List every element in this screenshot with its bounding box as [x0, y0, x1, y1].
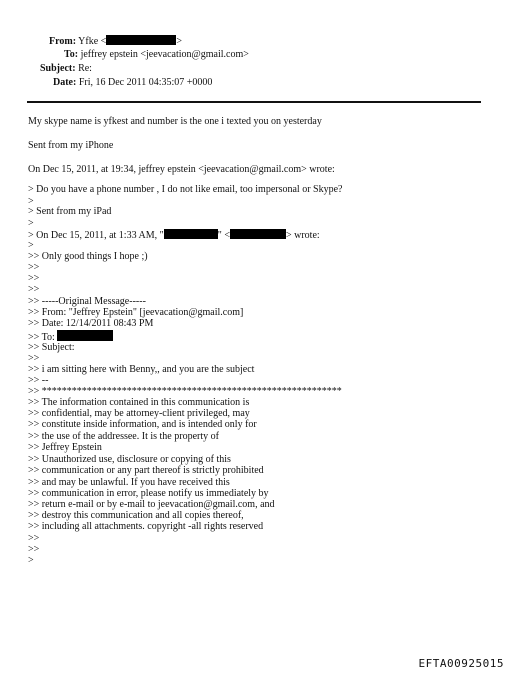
body-line: > — [28, 196, 34, 207]
quote-suffix: > wrote: — [285, 230, 320, 241]
body-line: >> destroy this communication and all copies thereof, — [28, 510, 244, 521]
body-line: > Do you have a phone number , I do not like email, too impersonal or Skype? — [28, 184, 343, 195]
redaction-box — [57, 330, 113, 341]
body-line: >> -- — [28, 375, 49, 386]
date-value: Fri, 16 Dec 2011 04:35:07 +0000 — [78, 77, 213, 88]
body-line: >> — [28, 533, 40, 544]
body-line: >> — [28, 544, 40, 555]
redaction-box — [230, 229, 286, 239]
body-line: > — [28, 555, 34, 566]
from-value: Yfke < — [78, 36, 107, 47]
body-line: >> — [28, 353, 40, 364]
body-line: >> Only good things I hope ;) — [28, 251, 148, 262]
body-line: > Sent from my iPad — [28, 206, 112, 217]
body-line: >> return e-mail or by e-mail to jeevacation@gmail.com, and — [28, 499, 275, 510]
to-value: jeffrey epstein <jeevacation@gmail.com> — [80, 49, 249, 60]
body-line: >> Jeffrey Epstein — [28, 442, 102, 453]
body-line: >> ************************************************************ — [28, 386, 342, 397]
body-line: >> the use of the addressee. It is the property of — [28, 431, 219, 442]
body-line: >> — [28, 273, 40, 284]
body-line: >> confidential, may be attorney-client privileged, may — [28, 408, 250, 419]
body-line: >> From: "Jeffrey Epstein" [jeevacation@gmail.com] — [28, 307, 244, 318]
body-line: On Dec 15, 2011, at 19:34, jeffrey epstein <jeevacation@gmail.com> wrote: — [28, 164, 335, 175]
body-line: >> — [28, 284, 40, 295]
from-value-end: > — [176, 36, 182, 47]
body-line: >> Unauthorized use, disclosure or copying of this — [28, 454, 231, 465]
body-line: >> — [28, 262, 40, 273]
quote-prefix: > On Dec 15, 2011, at 1:33 AM, " — [28, 230, 164, 241]
to-prefix: >> To: — [28, 332, 55, 343]
body-line: >> Subject: — [28, 342, 75, 353]
body-line: Sent from my iPhone — [28, 140, 114, 151]
body-line-quoted-header — [28, 229, 320, 242]
body-line: >> and may be unlawful. If you have received this — [28, 477, 230, 488]
redaction-box — [106, 35, 176, 45]
subject-row — [40, 63, 92, 75]
subject-label: Subject: — [40, 63, 76, 74]
document-id: EFTA00925015 — [418, 657, 504, 670]
body-line: >> -----Original Message----- — [28, 296, 146, 307]
body-line: >> constitute inside information, and is intended only for — [28, 419, 257, 430]
body-line: > — [28, 240, 34, 251]
date-label: Date: — [53, 77, 77, 88]
to-row — [64, 49, 249, 61]
header-divider — [27, 101, 481, 103]
body-line: My skype name is yfkest and number is the one i texted you on yesterday — [28, 116, 322, 127]
body-line: >> communication in error, please notify us immediately by — [28, 488, 269, 499]
body-line: >> Date: 12/14/2011 08:43 PM — [28, 318, 154, 329]
body-line: > — [28, 218, 34, 229]
body-line: >> The information contained in this communication is — [28, 397, 250, 408]
quote-mid: " < — [217, 230, 230, 241]
redaction-box — [164, 229, 218, 239]
from-row — [49, 35, 182, 48]
body-line: >> including all attachments. copyright -all rights reserved — [28, 521, 264, 532]
from-label: From: — [49, 36, 77, 47]
date-row — [53, 77, 212, 89]
to-label: To: — [64, 49, 79, 60]
body-line: >> communication or any part thereof is strictly prohibited — [28, 465, 264, 476]
body-line: >> i am sitting here with Benny,, and you are the subject — [28, 364, 255, 375]
subject-value: Re: — [78, 63, 92, 74]
